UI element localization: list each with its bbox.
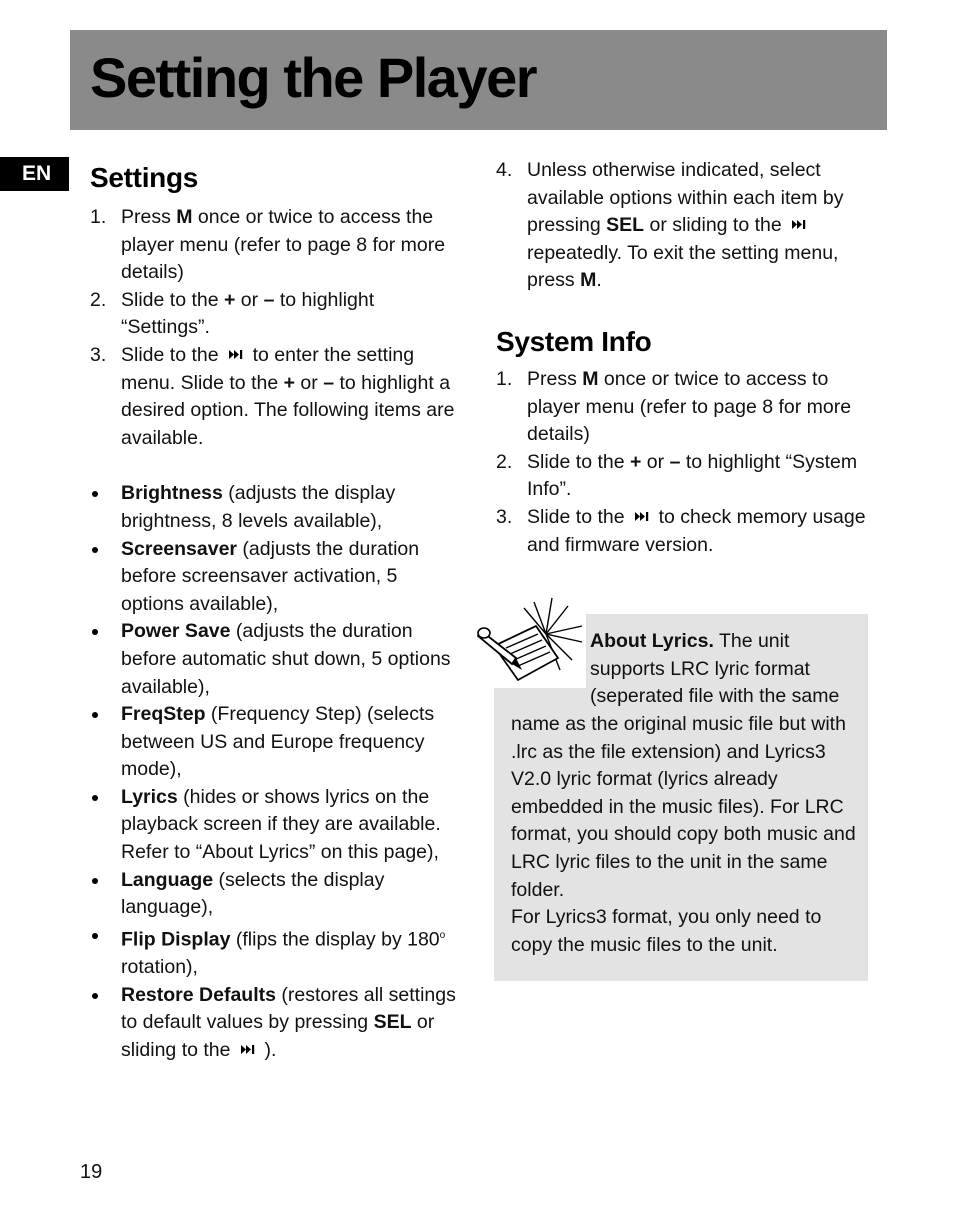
bullet xyxy=(92,795,98,801)
system-info-step: 3. Slide to the to check memory usage and firmware version. xyxy=(496,505,866,556)
settings-step-4: 4. Unless otherwise indicated, select available options within each item by pressing SEL or sliding to the repeatedly. To exit the setting menu, press M. xyxy=(496,159,844,292)
page-title: Setting the Player xyxy=(90,46,537,109)
bullet xyxy=(92,547,98,553)
note-intro: The unit supports LRC lyric format (seperated file with the same xyxy=(590,630,840,708)
option-screensaver: Screensaver (adjusts the duration before screensaver activation, 5 options available), xyxy=(90,536,465,619)
system-info-steps xyxy=(496,366,868,559)
bullet xyxy=(92,712,98,718)
bullet xyxy=(92,491,98,497)
option-language: Language (selects the display language), xyxy=(90,867,465,922)
settings-step: 2. Slide to the + or – to highlight “Settings”. xyxy=(90,288,375,339)
fast-forward-icon xyxy=(229,350,243,359)
fast-forward-icon xyxy=(635,512,649,521)
note-paragraph: name as the original music file but with .lrc as the file extension) and Lyrics3 V2.0 lyric format (lyrics already embedded in the music files). For LRC format, you should copy both music and LRC lyric files to the unit in the same folder. xyxy=(511,713,856,901)
settings-heading: Settings xyxy=(90,162,199,193)
system-info-step: 1. Press M once or twice to access to player menu (refer to page 8 for more details) xyxy=(496,367,852,446)
language-tab: EN xyxy=(0,157,69,191)
note-body xyxy=(511,711,861,959)
bullet xyxy=(92,629,98,635)
option-freqstep: FreqStep (Frequency Step) (selects between US and Europe frequency mode), xyxy=(90,701,465,784)
settings-steps-continued xyxy=(496,157,868,295)
note-paragraph: For Lyrics3 format, you only need to copy the music files to the unit. xyxy=(511,906,822,956)
note-title: About Lyrics. xyxy=(590,630,714,652)
option-flip-display: Flip Display (flips the display by 180$^o$ rotation), xyxy=(90,922,465,982)
settings-step: 3. Slide to the to enter the setting menu. Slide to the + or – to highlight a desired option. The following items are available. xyxy=(90,343,455,449)
bullet xyxy=(92,933,98,939)
note-heading xyxy=(590,628,862,711)
system-info-step: 2. Slide to the + or – to highlight “System Info”. xyxy=(496,450,858,501)
title-bar xyxy=(70,30,887,130)
fast-forward-icon xyxy=(792,220,806,229)
settings-options xyxy=(90,480,465,1064)
system-info-heading: System Info xyxy=(496,325,652,357)
option-brightness: Brightness (adjusts the display brightness, 8 levels available), xyxy=(90,480,465,535)
right-column xyxy=(496,157,868,559)
settings-step: 1. Press M once or twice to access the player menu (refer to page 8 for more details) xyxy=(90,206,446,284)
settings-section xyxy=(90,160,465,1064)
option-power-save: Power Save (adjusts the duration before automatic shut down, 5 options available), xyxy=(90,618,465,701)
option-restore-defaults: Restore Defaults (restores all settings to default values by pressing SEL or sliding to the ). xyxy=(90,982,465,1065)
note-pen-icon xyxy=(476,596,586,691)
option-lyrics: Lyrics (hides or shows lyrics on the playback screen if they are available. Refer to “About Lyrics” on this page), xyxy=(90,784,465,867)
page-number: 19 xyxy=(80,1161,103,1183)
fast-forward-icon xyxy=(241,1045,255,1054)
bullet xyxy=(92,878,98,884)
bullet xyxy=(92,993,98,999)
settings-steps xyxy=(90,204,465,452)
